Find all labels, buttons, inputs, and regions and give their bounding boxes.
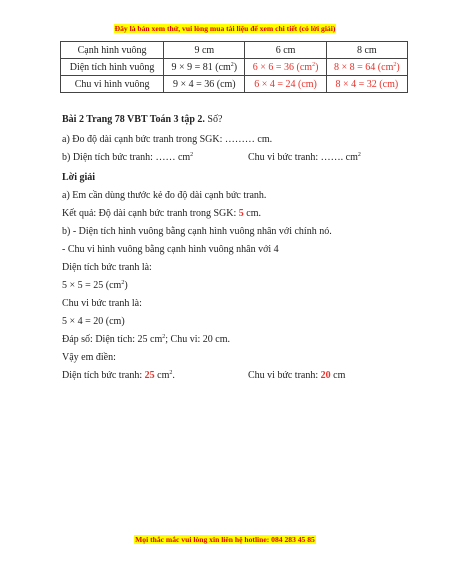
table-cell: Cạnh hình vuông <box>61 42 164 59</box>
table-row <box>61 42 408 59</box>
exercise-title: Bài 2 Trang 78 VBT Toán 3 tập 2. Số? <box>62 114 223 125</box>
solution-line: Kết quả: Độ dài cạnh bức tranh trong SGK: 5 cm. <box>62 208 261 219</box>
table-cell: 9 cm <box>164 42 245 59</box>
solution-line: Đáp số: Diện tích: 25 $cm^2$; Chu vi: 20 cm. <box>62 334 230 345</box>
solution-line: 5 × 5 = 25 $(cm^2)$ <box>62 280 128 291</box>
solution-line: a) Em cần dùng thước kẻ đo độ dài cạnh bức tranh. <box>62 190 267 201</box>
question-a: a) Đo độ dài cạnh bức tranh trong SGK: ……… cm. <box>62 134 273 145</box>
solution-line: b) - Diện tích hình vuông bằng cạnh hình vuông nhân với chính nó. <box>62 226 332 237</box>
table-cell: 6 cm <box>245 42 326 59</box>
final-answer: Diện tích bức tranh: 25 $cm^2$. Chu vi bức tranh: 20 cm <box>62 370 346 381</box>
solution-line: Diện tích bức tranh là: <box>62 262 152 273</box>
solution-line: Vậy em điền: <box>62 352 116 363</box>
table-row <box>61 76 408 93</box>
hotline-banner: Mọi thắc mắc vui lòng xin liên hệ hotline: 084 283 45 85 <box>135 535 315 544</box>
square-table <box>60 41 408 93</box>
solution-line: Chu vi bức tranh là: <box>62 298 142 309</box>
table-cell: 8 × 4 = 32 (cm) <box>326 76 407 93</box>
table-cell: Chu vi hình vuông <box>61 76 164 93</box>
table-cell: 9 × 4 = 36 (cm) <box>164 76 245 93</box>
table-cell: 6 × 4 = 24 (cm) <box>245 76 326 93</box>
table-row <box>61 59 408 76</box>
solution-line: 5 × 4 = 20 (cm) <box>62 316 125 327</box>
question-b: b) Diện tích bức tranh: …… $cm^2$ Chu vi bức tranh: ……. $cm^2$ <box>62 152 361 163</box>
solution-heading: Lời giải <box>62 172 96 183</box>
table-cell: 9 × 9 = 81 $(cm^2)$ <box>164 59 245 76</box>
exercise-content <box>62 112 412 386</box>
table-cell: 8 cm <box>326 42 407 59</box>
table-cell: Diện tích hình vuông <box>61 59 164 76</box>
table-cell: 8 × 8 = 64 $(cm^2)$ <box>326 59 407 76</box>
preview-banner: Đây là bản xem thử, vui lòng mua tài liệu để xem chi tiết (có lời giải) <box>114 24 336 33</box>
table-cell: 6 × 6 = 36 $(cm^2)$ <box>245 59 326 76</box>
solution-line: - Chu vi hình vuông bằng cạnh hình vuông nhân với 4 <box>62 244 279 255</box>
